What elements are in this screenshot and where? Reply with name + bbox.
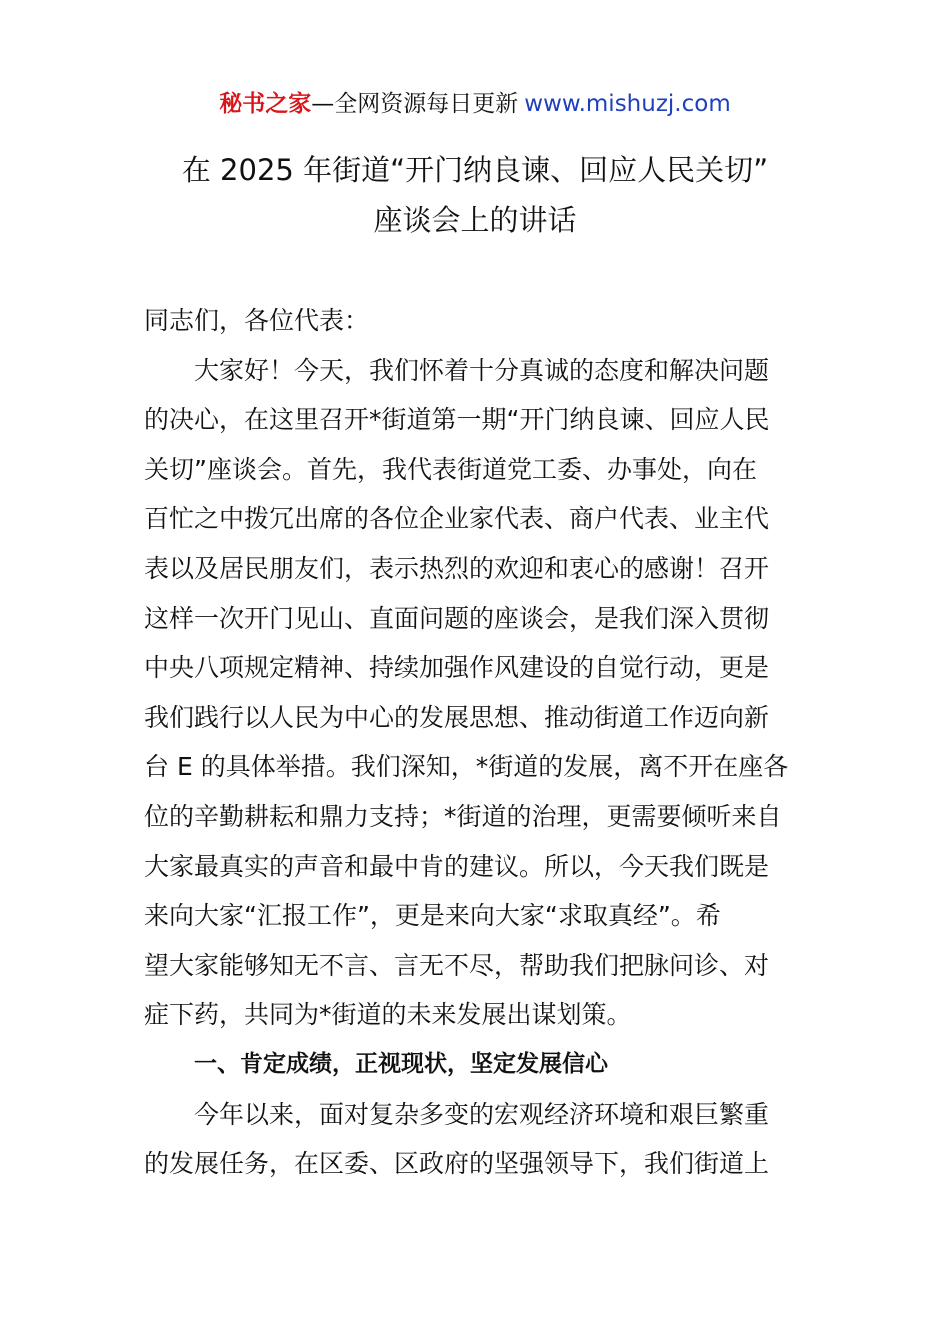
- text-line: 百忙之中拨冗出席的各位企业家代表、商户代表、业主代: [144, 504, 770, 534]
- site-url-link[interactable]: www.mishuzj.com: [524, 91, 731, 117]
- text-line: 大家好！今天，我们怀着十分真诚的态度和解决问题: [194, 355, 770, 385]
- text-line: 大家最真实的声音和最中肯的建议。所以，今天我们既是: [144, 851, 770, 881]
- text-line: 今年以来，面对复杂多变的宏观经济环境和艰巨繁重: [194, 1099, 770, 1129]
- text-line: 这样一次开门见山、直面问题的座谈会，是我们深入贯彻: [144, 603, 770, 633]
- site-tagline: —全网资源每日更新: [311, 91, 519, 117]
- document-title: [0, 145, 950, 245]
- site-header: [0, 86, 950, 122]
- section-heading-1: 一、肯定成绩，正视现状，坚定发展信心: [194, 1050, 608, 1077]
- text-line: 的决心，在这里召开*街道第一期“开门纳良谏、回应人民: [144, 405, 770, 435]
- text-line: 关切”座谈会。首先，我代表街道党工委、办事处，向在: [144, 454, 757, 484]
- text-line: 的发展任务，在区委、区政府的坚强领导下，我们街道上: [144, 1149, 770, 1179]
- text-line: 表以及居民朋友们，表示热烈的欢迎和衷心的感谢！召开: [144, 553, 770, 583]
- salutation: 同志们，各位代表：: [144, 306, 370, 335]
- title-line-1: 在 2025 年街道“开门纳良谏、回应人民关切”: [181, 153, 769, 187]
- text-line: 望大家能够知无不言、言无不尽，帮助我们把脉问诊、对: [144, 950, 770, 980]
- text-line: 来向大家“汇报工作”，更是来向大家“求取真经”。希: [144, 901, 721, 931]
- text-line: 症下药，共同为*街道的未来发展出谋划策。: [144, 1000, 632, 1030]
- text-line: 中央八项规定精神、持续加强作风建设的自觉行动，更是: [144, 653, 770, 683]
- text-line: 台 E 的具体举措。我们深知，*街道的发展，离不开在座各: [144, 752, 789, 782]
- paragraph-intro: [144, 346, 812, 1040]
- text-line: 我们践行以人民为中心的发展思想、推动街道工作迈向新: [144, 702, 770, 732]
- title-line-2: 座谈会上的讲话: [373, 203, 577, 237]
- text-line: 位的辛勤耕耘和鼎力支持；*街道的治理，更需要倾听来自: [144, 801, 782, 831]
- document-body: [144, 296, 812, 1189]
- site-brand: 秘书之家: [219, 91, 312, 117]
- paragraph-section-1: [144, 1090, 812, 1189]
